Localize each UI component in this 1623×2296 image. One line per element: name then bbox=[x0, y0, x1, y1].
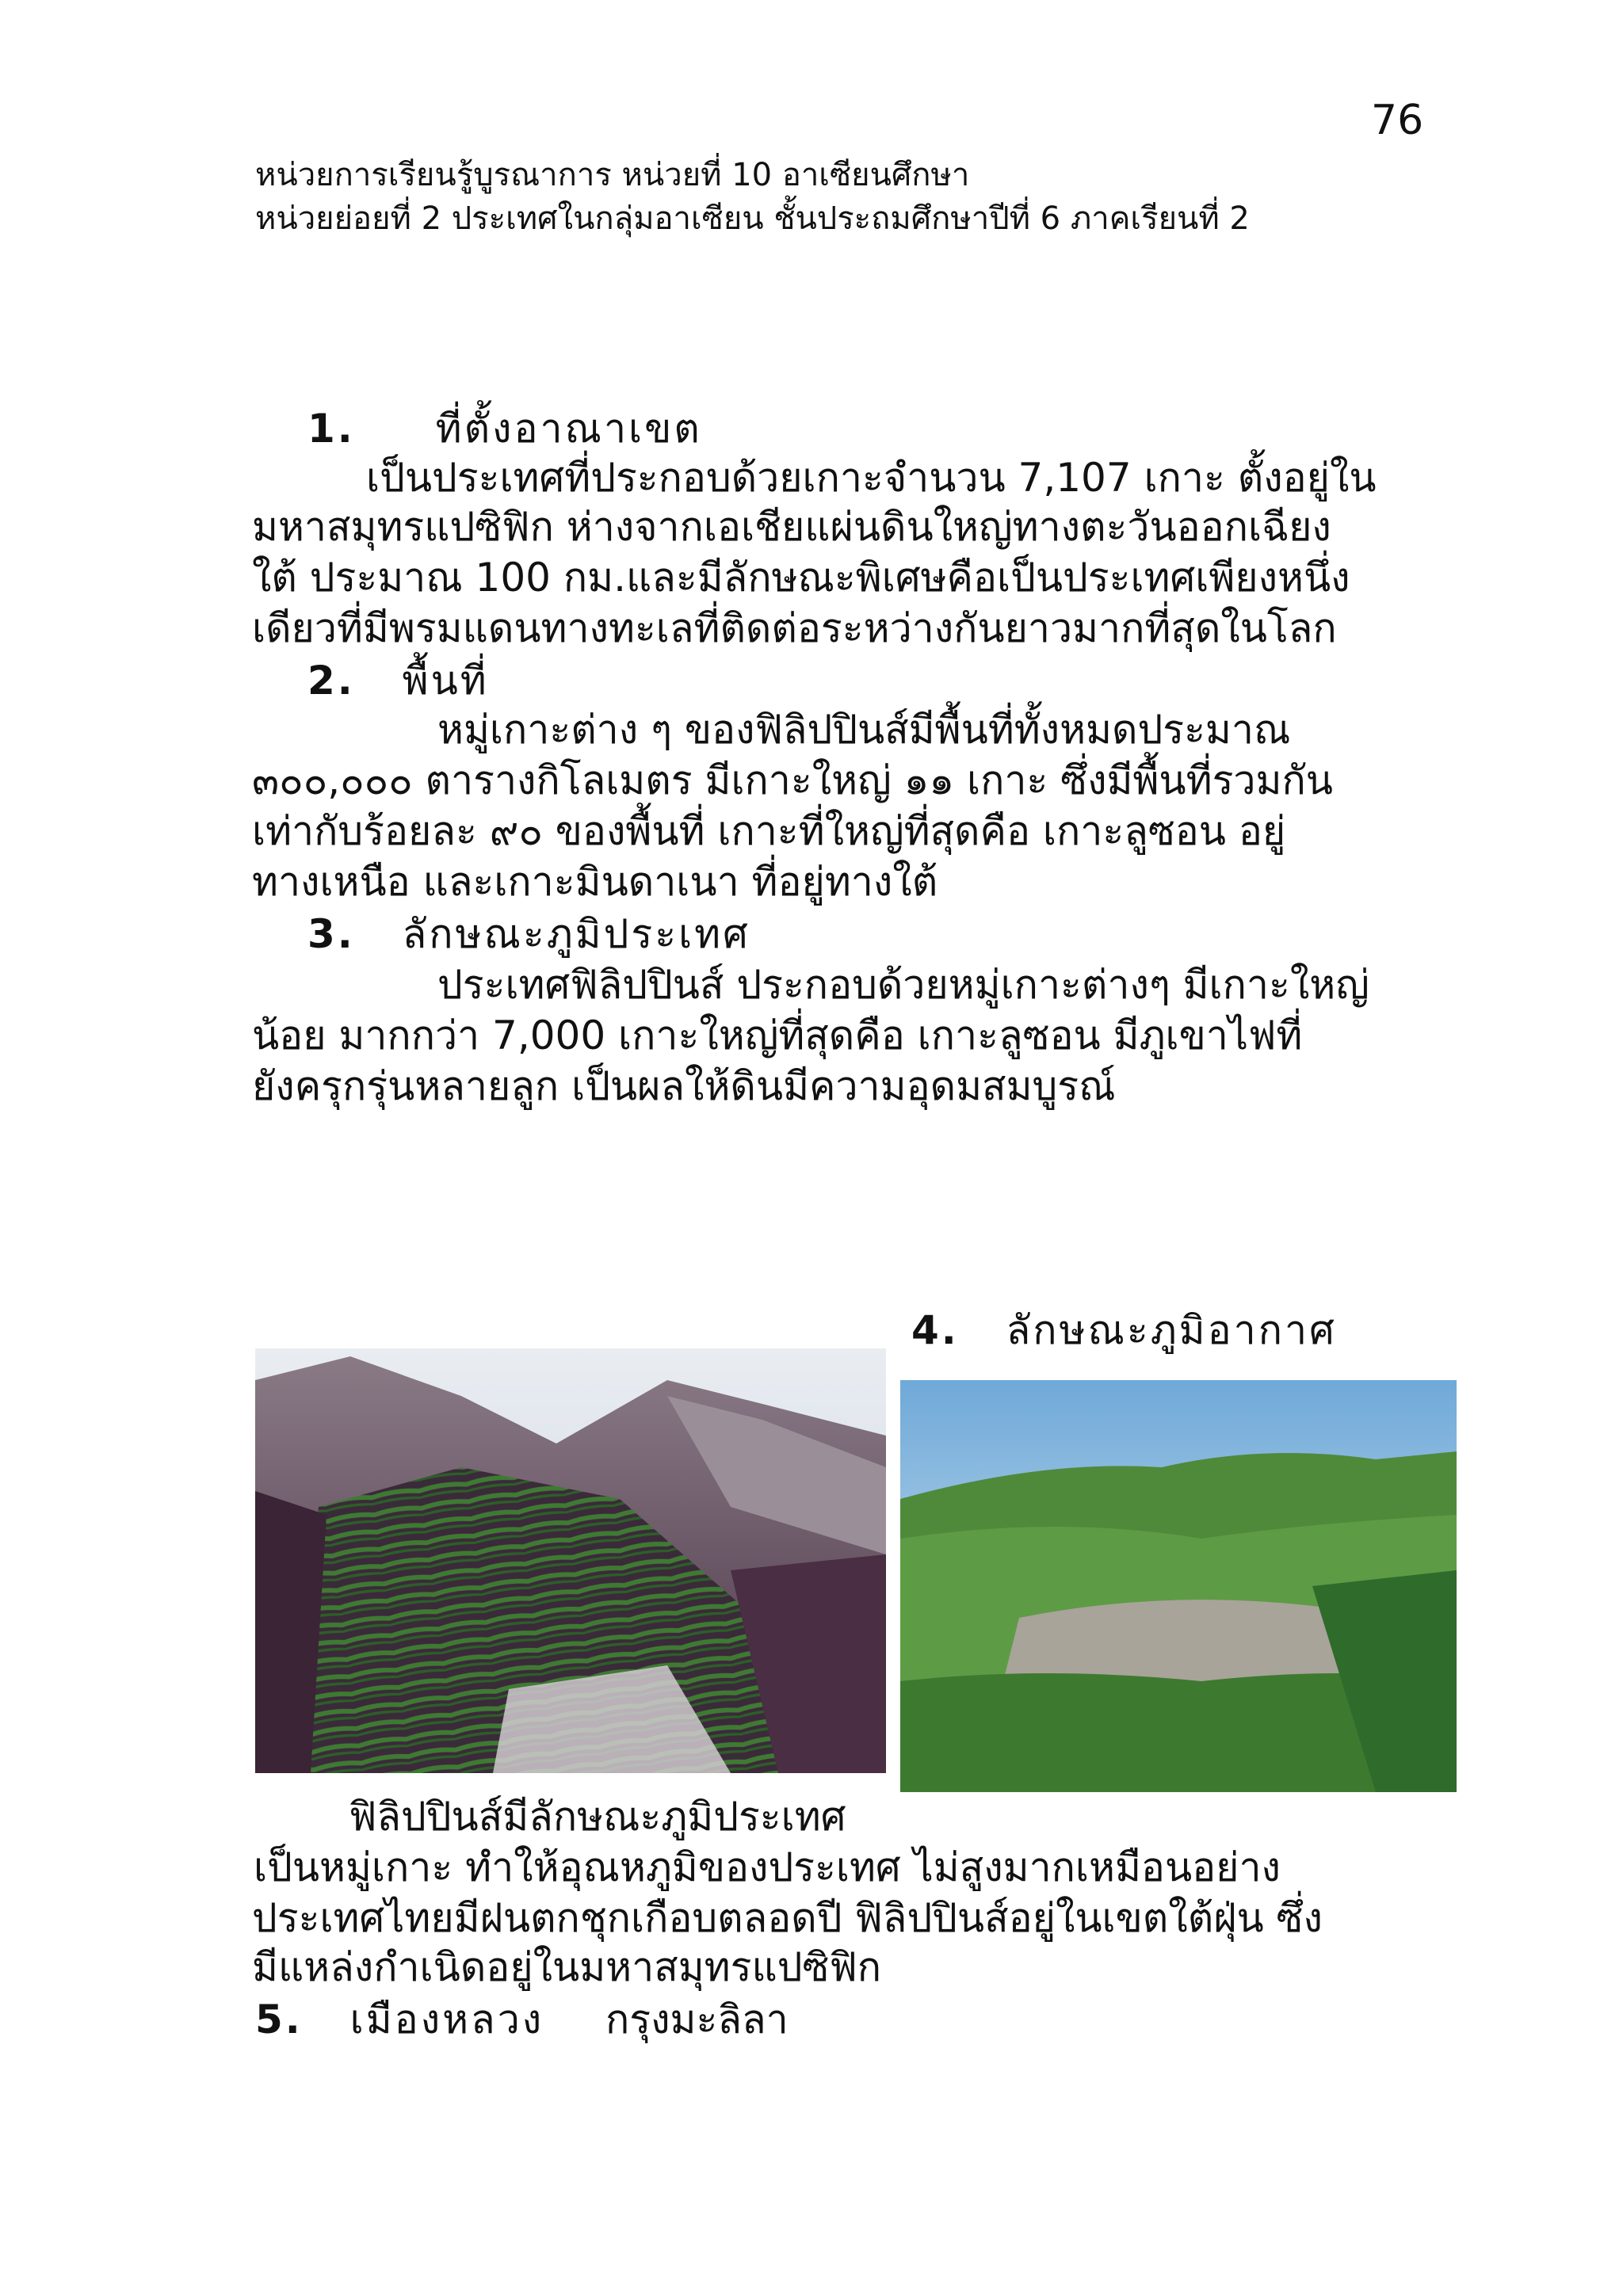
section-4-heading bbox=[911, 1306, 1337, 1355]
section-2-line-1: หมู่เกาะต่าง ๆ ของฟิลิปปินส์มีพื้นที่ทั้งหมดประมาณ bbox=[437, 707, 1291, 753]
section-2-line-3: เท่ากับร้อยละ ๙๐ ของพื้นที่ เกาะที่ใหญ่ที่สุดคือ เกาะลูซอน อยู่ bbox=[252, 808, 1286, 854]
section-5-number: 5. bbox=[255, 1997, 303, 2042]
rice-terraces-photo bbox=[255, 1348, 886, 1773]
section-3-heading bbox=[307, 910, 750, 959]
section-1-line-1: เป็นประเทศที่ประกอบด้วยเกาะจำนวน 7,107 เกาะ ตั้งอยู่ใน bbox=[366, 455, 1377, 501]
section-4-number: 4. bbox=[911, 1307, 959, 1353]
section-5-title: เมืองหลวง bbox=[349, 1997, 544, 2042]
section-1-title: ที่ตั้งอาณาเขต bbox=[435, 406, 702, 452]
section-4-line-2: ประเทศไทยมีฝนตกชุกเกือบตลอดปี ฟิลิปปินส์อยู่ในเขตใต้ฝุ่น ซึ่ง bbox=[252, 1895, 1323, 1941]
page-number: 76 bbox=[1371, 97, 1424, 144]
section-1-heading bbox=[307, 404, 702, 453]
section-2-line-4: ทางเหนือ และเกาะมินดาเนา ที่อยู่ทางใต้ bbox=[252, 859, 938, 905]
section-4-title: ลักษณะภูมิอากาศ bbox=[1006, 1307, 1337, 1353]
photo-caption: ฟิลิปปินส์มีลักษณะภูมิประเทศ bbox=[349, 1794, 846, 1840]
section-1-line-4: เดียวที่มีพรมแดนทางทะเลที่ติดต่อระหว่างกันยาวมากที่สุดในโลก bbox=[252, 605, 1337, 651]
section-2-number: 2. bbox=[307, 658, 355, 704]
section-2-line-2: ๓๐๐,๐๐๐ ตารางกิโลเมตร มีเกาะใหญ่ ๑๑ เกาะ ซึ่งมีพื้นที่รวมกัน bbox=[252, 757, 1333, 803]
header-line-1: หน่วยการเรียนรู้บูรณาการ หน่วยที่ 10 อาเซียนศึกษา bbox=[255, 157, 970, 193]
section-1-number: 1. bbox=[307, 406, 355, 452]
section-3-line-1: ประเทศฟิลิปปินส์ ประกอบด้วยหมู่เกาะต่างๆ มีเกาะใหญ่ bbox=[437, 962, 1369, 1008]
section-4-line-3: มีแหล่งกำเนิดอยู่ในมหาสมุทรแปซิฟิก bbox=[252, 1944, 882, 1990]
section-2-title: พื้นที่ bbox=[402, 658, 489, 704]
section-3-title: ลักษณะภูมิประเทศ bbox=[402, 911, 750, 957]
header-line-2: หน่วยย่อยที่ 2 ประเทศในกลุ่มอาเซียน ชั้นประถมศึกษาปีที่ 6 ภาคเรียนที่ 2 bbox=[255, 200, 1250, 237]
section-5-value: กรุงมะลิลา bbox=[605, 1997, 789, 2042]
section-3-number: 3. bbox=[307, 911, 355, 957]
valley-landscape-photo bbox=[900, 1380, 1457, 1792]
section-5-heading bbox=[255, 1995, 789, 2044]
section-1-line-2: มหาสมุทรแปซิฟิก ห่างจากเอเชียแผ่นดินใหญ่ทางตะวันออกเฉียง bbox=[252, 504, 1331, 550]
section-2-heading bbox=[307, 656, 489, 705]
section-3-line-2: น้อย มากกว่า 7,000 เกาะใหญ่ที่สุดคือ เกาะลูซอน มีภูเขาไฟที่ bbox=[252, 1013, 1303, 1058]
section-1-line-3: ใต้ ประมาณ 100 กม.และมีลักษณะพิเศษคือเป็นประเทศเพียงหนึ่ง bbox=[252, 555, 1350, 601]
section-4-line-1: เป็นหมู่เกาะ ทำให้อุณหภูมิของประเทศ ไม่สูงมากเหมือนอย่าง bbox=[254, 1844, 1281, 1890]
section-3-line-3: ยังครุกรุ่นหลายลูก เป็นผลให้ดินมีความอุดมสมบูรณ์ bbox=[252, 1063, 1116, 1109]
